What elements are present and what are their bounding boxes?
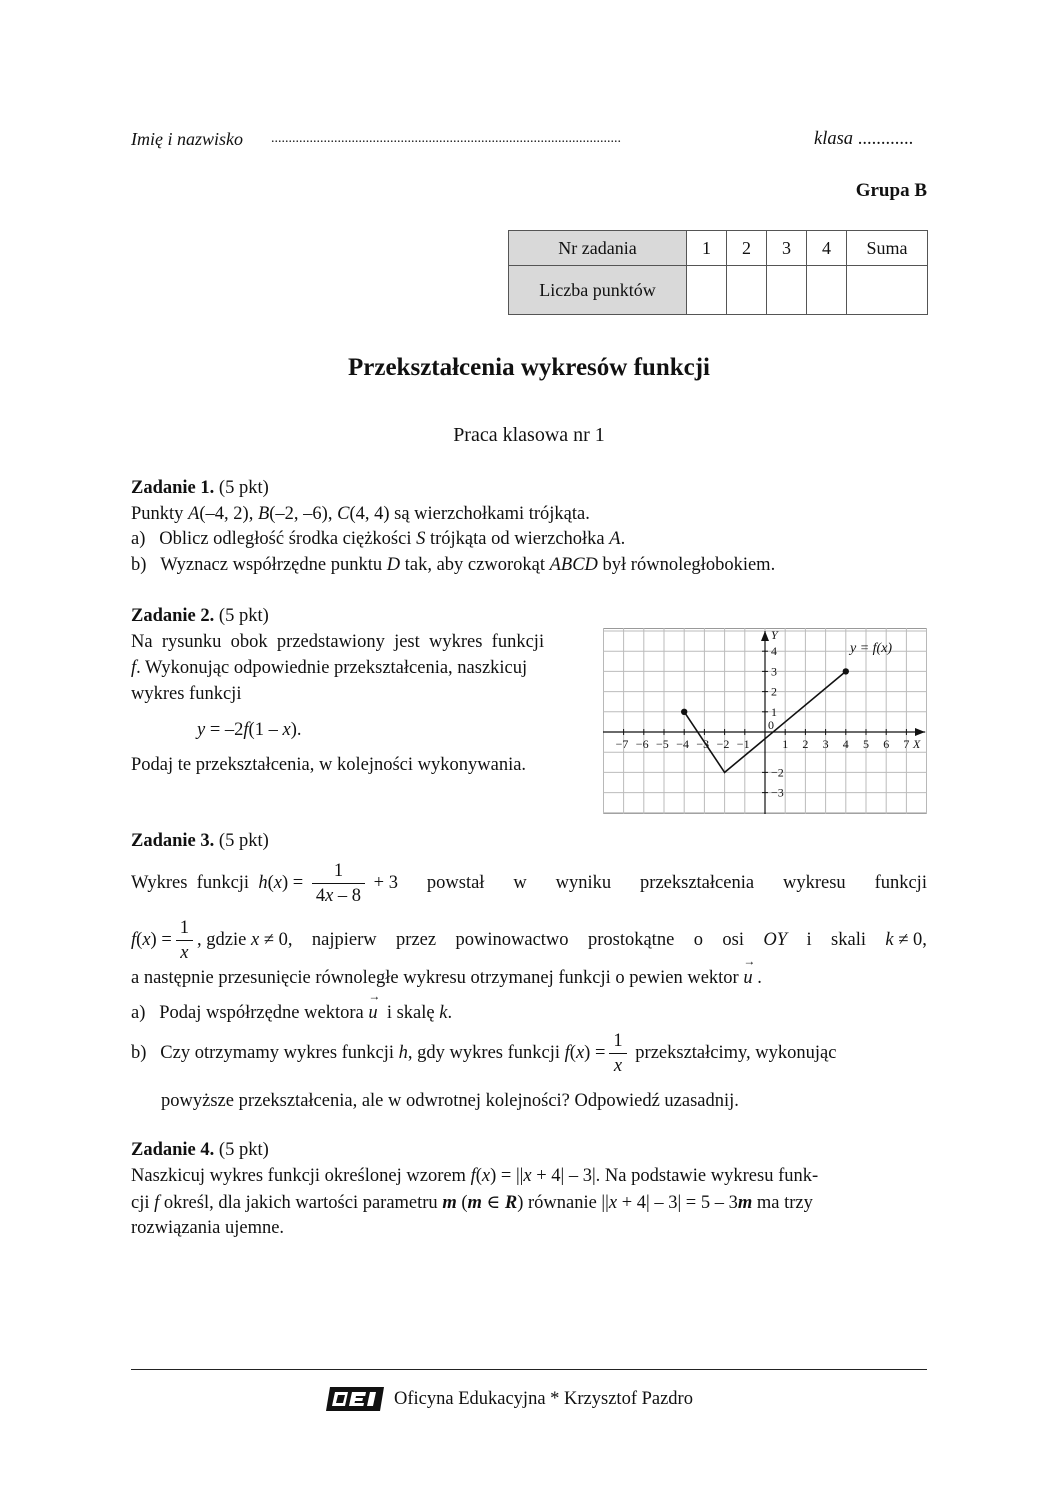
task4-heading: Zadanie 4. (5 pkt) xyxy=(131,1140,269,1160)
y-tick-label: −2 xyxy=(771,765,784,780)
x-tick-label: −3 xyxy=(696,737,710,751)
x-tick-label: −1 xyxy=(736,737,750,751)
task2-last: Podaj te przekształcenia, w kolejności wykonywania. xyxy=(131,755,527,775)
x-tick-label: 4 xyxy=(842,737,849,751)
score-cell-1[interactable] xyxy=(687,266,727,315)
series-label: y = f(x) xyxy=(850,641,893,656)
class-line xyxy=(814,129,913,150)
class-field[interactable]: ............ xyxy=(857,129,914,149)
series-endpoint xyxy=(843,668,849,674)
score-table-sum: Suma xyxy=(847,231,928,266)
task3-heading: Zadanie 3. (5 pkt) xyxy=(131,831,269,851)
x-tick-label: −2 xyxy=(716,737,730,751)
function-graph xyxy=(603,628,927,814)
y-tick-label: 2 xyxy=(771,684,777,699)
task4-text-3: rozwiązania ujemne. xyxy=(131,1218,285,1238)
x-tick-label: −6 xyxy=(635,737,649,751)
task1-b: b) Wyznacz współrzędne punktu D tak, aby czworokąt ABCD był równoległobokiem. xyxy=(131,555,776,575)
series-endpoint xyxy=(681,709,687,715)
score-table-header: Nr zadania xyxy=(509,231,687,266)
class-label: klasa xyxy=(814,129,854,149)
task3-text-1: Wykres funkcji h(x) = $\frac{1}{4x - 8}$ + 3 powstał w wyniku przekształcenia wykresu funkcji xyxy=(131,861,927,906)
name-label: Imię i nazwisko xyxy=(131,129,243,149)
task3-b: b) Czy otrzymamy wykres funkcji h, gdy wykres funkcji f(x) = $\frac{1}{x}$ przekształcimy, wykonując xyxy=(131,1031,837,1076)
x-tick-label: −4 xyxy=(676,737,689,751)
name-field[interactable]: .................................................................................................... xyxy=(271,131,621,146)
origin-label: 0 xyxy=(768,718,774,732)
y-axis-label: Y xyxy=(771,628,778,642)
x-tick-label: 6 xyxy=(883,737,890,751)
score-cell-3[interactable] xyxy=(767,266,807,315)
score-table-task-4: 4 xyxy=(807,231,847,266)
task2-text-3: wykres funkcji xyxy=(131,684,242,704)
task3-a: a) Podaj współrzędne wektora → u i skalę k. xyxy=(131,1003,452,1024)
task1-heading: Zadanie 1. (5 pkt) xyxy=(131,478,269,498)
x-axis-label: X xyxy=(913,737,921,751)
score-table-task-2: 2 xyxy=(727,231,767,266)
publisher-name: Oficyna Edukacyjna * Krzysztof Pazdro xyxy=(394,1388,693,1409)
task1-a: a) Oblicz odległość środka ciężkości S trójkąta od wierzchołka A. xyxy=(131,529,626,549)
x-tick-label: 1 xyxy=(782,737,789,751)
x-tick-label: 3 xyxy=(822,737,829,751)
page-title: Przekształcenia wykresów funkcji xyxy=(348,354,710,381)
y-tick-label: −3 xyxy=(771,785,784,800)
publisher-logo-icon xyxy=(326,1384,386,1414)
page-subtitle: Praca klasowa nr 1 xyxy=(453,424,605,446)
score-cell-sum[interactable] xyxy=(847,266,928,315)
task2-formula: y = –2f(1 – x). xyxy=(197,720,302,740)
x-tick-label: 7 xyxy=(903,737,910,751)
score-cell-2[interactable] xyxy=(727,266,767,315)
task2-heading: Zadanie 2. (5 pkt) xyxy=(131,606,269,626)
task1-text: Punkty A(–4, 2), B(–2, –6), C(4, 4) są wierzchołkami trójkąta. xyxy=(131,504,590,524)
score-table-task-3: 3 xyxy=(767,231,807,266)
y-tick-label: 3 xyxy=(771,664,777,679)
score-cell-4[interactable] xyxy=(807,266,847,315)
x-tick-label: −7 xyxy=(615,737,629,751)
x-tick-label: 2 xyxy=(802,737,809,751)
x-tick-label: −5 xyxy=(656,737,669,751)
task3-b-cont: powyższe przekształcenia, ale w odwrotnej kolejności? Odpowiedź uzasadnij. xyxy=(161,1091,739,1111)
task2-text-2: f. Wykonując odpowiednie przekształcenia, naszkicuj xyxy=(131,658,528,678)
y-tick-label: 4 xyxy=(771,644,777,659)
group-label: Grupa B xyxy=(855,180,927,201)
task3-text-2: f(x) = $\frac{1}{x}$ , gdzie x ≠ 0, najpierw przez powinowactwo prostokątne o osi OY i skali k ≠ 0, xyxy=(131,918,927,963)
score-table-points-label: Liczba punktów xyxy=(509,266,687,315)
x-tick-label: 5 xyxy=(863,737,869,751)
footer-divider xyxy=(131,1369,927,1370)
y-tick-label: 1 xyxy=(771,704,777,719)
footer xyxy=(326,1383,693,1415)
task2-text-1: Na rysunku obok przedstawiony jest wykres funkcji xyxy=(131,632,545,652)
task4-text-1: Naszkicuj wykres funkcji określonej wzorem f(x) = ||x + 4| – 3|. Na podstawie wykresu funk- xyxy=(131,1166,819,1186)
score-table-task-1: 1 xyxy=(687,231,727,266)
task3-text-3: a następnie przesunięcie równoległe wykresu otrzymanej funkcji o pewien wektor → u . xyxy=(131,968,762,989)
task4-text-2: cji f określ, dla jakich wartości parametru m (m ∈ R) równanie ||x + 4| – 3| = 5 – 3m ma trzy xyxy=(131,1193,813,1213)
name-line xyxy=(131,129,927,153)
score-table xyxy=(508,230,928,315)
